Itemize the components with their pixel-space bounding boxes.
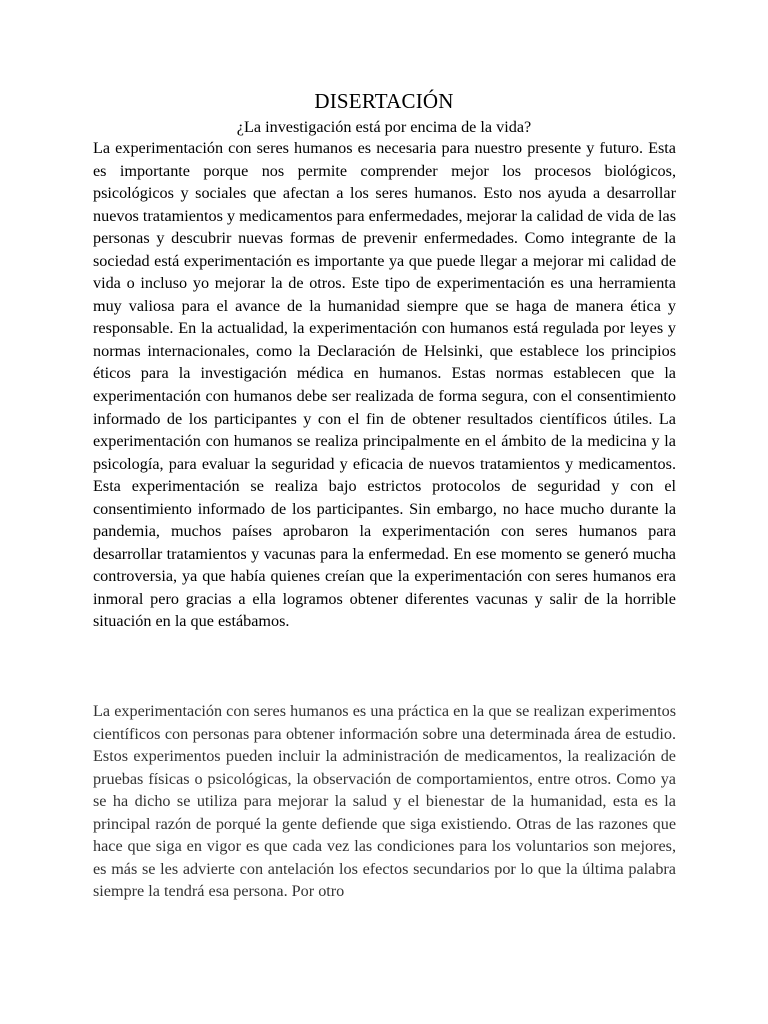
paragraph-1: La experimentación con seres humanos es necesaria para nuestro presente y futuro. Esta es importante porque nos permite comprender mejor los procesos biológicos, psicológicos y sociales que afectan a los seres humanos. Esto nos ayuda a desarrollar nuevos tratamientos y medicamentos para enfermedades, mejorar la calidad de vida de las personas y descubrir nuevas formas de prevenir enfermedades. Como integrante de la sociedad está experimentación es importante ya que puede llegar a mejorar mi calidad de vida o incluso yo mejorar la de otros. Este tipo de experimentación es una herramienta muy valiosa para el avance de la humanidad siempre que se haga de manera ética y responsable. En la actualidad, la experimentación con humanos está regulada por leyes y normas internacionales, como la Declaración de Helsinki, que establece los principios éticos para la investigación médica en humanos. Estas normas establecen que la experimentación con humanos debe ser realizada de forma segura, con el consentimiento informado de los participantes y con el fin de obtener resultados científicos útiles. La experimentación con humanos se realiza principalmente en el ámbito de la medicina y la psicología, para evaluar la seguridad y eficacia de nuevos tratamientos y medicamentos. Esta experimentación se realiza bajo estrictos protocolos de seguridad y con el consentimiento informado de los participantes. Sin embargo, no hace mucho durante la pandemia, muchos países aprobaron la experimentación con seres humanos para desarrollar tratamientos y vacunas para la enfermedad. En ese momento se generó mucha controversia, ya que había quienes creían que la experimentación con seres humanos era inmoral pero gracias a ella logramos obtener diferentes vacunas y salir de la horrible situación en la que estábamos. (93, 139, 676, 631)
document-title: DISERTACIÓN (314, 89, 454, 113)
paragraph-2: La experimentación con seres humanos es una práctica en la que se realizan experimentos científicos con personas para obtener información sobre una determinada área de estudio. Estos experimentos pueden incluir la administración de medicamentos, la realización de pruebas físicas o psicológicas, la observación de comportamientos, entre otros. Como ya se ha dicho se utiliza para mejorar la salud y el bienestar de la humanidad, esta es la principal razón de porqué la gente defiende que siga existiendo. Otras de las razones que hace que siga en vigor es que cada vez las condiciones para los voluntarios son mejores, es más se les advierte con antelación los efectos secundarios por lo que la última palabra siempre la tendrá esa persona. Por otro (93, 702, 676, 901)
document-subtitle: ¿La investigación está por encima de la vida? (236, 118, 532, 136)
